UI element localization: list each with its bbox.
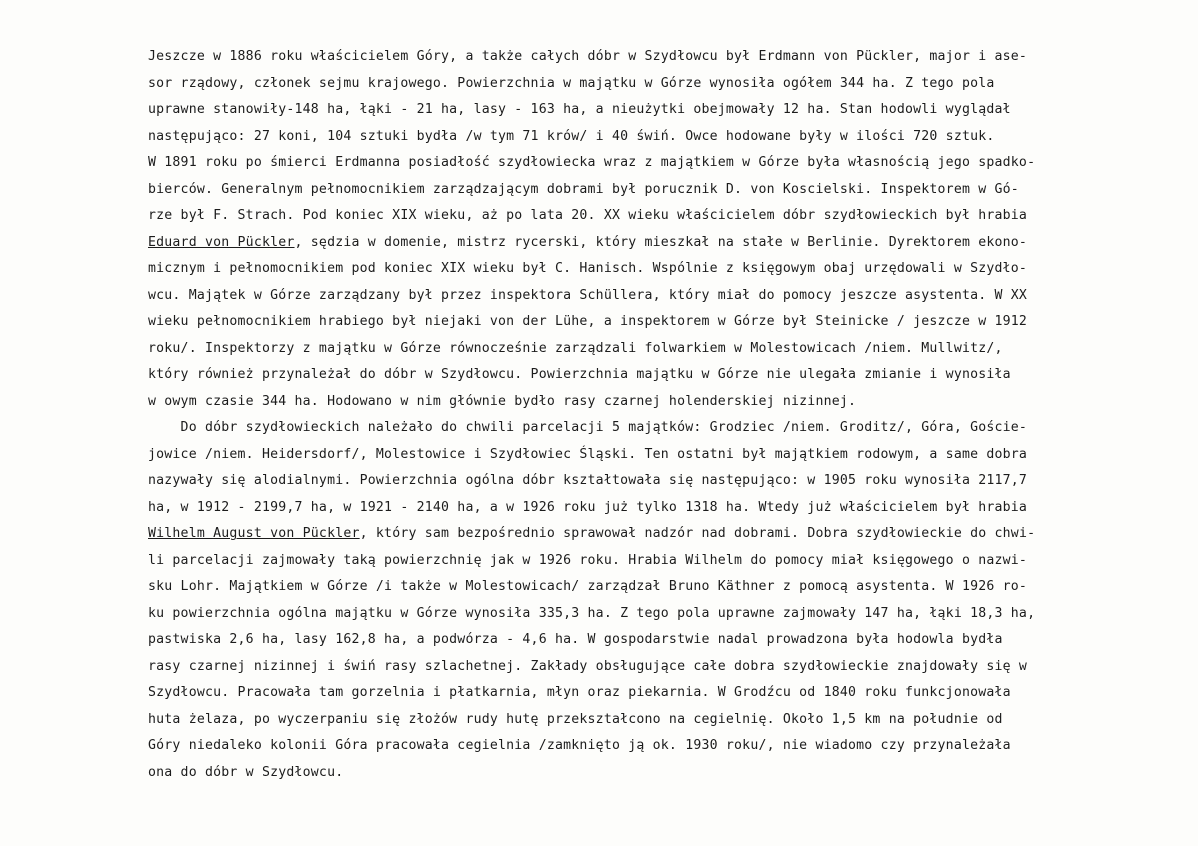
text-line: pastwiska 2,6 ha, lasy 162,8 ha, a podwórza - 4,6 ha. W gospodarstwie nadal prowadzona była hodowla bydła xyxy=(148,632,1003,647)
text-line: micznym i pełnomocnikiem pod koniec XIX wieku był C. Hanisch. Wspólnie z księgowym obaj urzędowali w Szydło- xyxy=(148,261,1028,276)
text-line: li parcelacji zajmowały taką powierzchnię jak w 1926 roku. Hrabia Wilhelm do pomocy miał księgowego o nazwi- xyxy=(148,552,1028,568)
text-line: uprawne stanowiły-148 ha, łąki - 21 ha, lasy - 163 ha, a nieużytki obejmowały 12 ha. Stan hodowli wyglądał xyxy=(148,102,1011,117)
text-line: ku powierzchnia ogólna majątku w Górze wynosiła 335,3 ha. Z tego pola uprawne zajmowały 147 ha, łąki 18,3 ha, xyxy=(148,605,1036,621)
text-line: ha, w 1912 - 2199,7 ha, w 1921 - 2140 ha, a w 1926 roku już tylko 1318 ha. Wtedy już właścicielem był hrabia xyxy=(148,499,1028,515)
text-line-underlined-name xyxy=(148,521,1058,548)
text-line: wcu. Majątek w Górze zarządzany był przez inspektora Schüllera, który miał do pomocy jeszcze asystenta. W XX xyxy=(148,287,1028,303)
underlined-name: Eduard von Pückler xyxy=(148,234,295,250)
text-line: bierców. Generalnym pełnomocnikiem zarządzającym dobrami był porucznik D. von Koscielski. Inspektorem w Gó- xyxy=(148,181,1019,197)
text-line: Góry niedaleko kolonii Góra pracowała cegielnia /zamknięto ją ok. 1930 roku/, nie wiadomo czy przynależała xyxy=(148,738,1011,753)
text-line: w owym czasie 344 ha. Hodowano w nim głównie bydło rasy czarnej holenderskiej nizinnej. xyxy=(148,393,857,409)
text-line: sor rządowy, członek sejmu krajowego. Powierzchnia w majątku w Górze wynosiła ogółem 344 ha. Z tego pola xyxy=(148,75,995,91)
text-line: rasy czarnej nizinnej i świń rasy szlachetnej. Zakłady obsługujące całe dobra szydłowieckie znajdowały się w xyxy=(148,658,1028,674)
text-line: Jeszcze w 1886 roku właścicielem Góry, a także całych dóbr w Szydłowcu był Erdmann von Pückler, major i ase- xyxy=(148,49,1028,64)
body-text xyxy=(148,44,1058,786)
text-line: Szydłowcu. Pracowała tam gorzelnia i płatkarnia, młyn oraz piekarnia. W Grodźcu od 1840 roku funkcjonowała xyxy=(148,685,1011,700)
text-line: jowice /niem. Heidersdorf/, Molestowice i Szydłowiec Śląski. Ten ostatni był majątkiem rodowym, a same dobra xyxy=(148,446,1028,462)
text-line-rest: , sędzia w domenie, mistrz rycerski, który mieszkał na stałe w Berlinie. Dyrektorem ekono- xyxy=(294,234,1028,250)
underlined-name: Wilhelm August von Pückler xyxy=(148,526,360,541)
text-line: który również przynależał do dóbr w Szydłowcu. Powierzchnia majątku w Górze nie ulegała zmianie i wynosiła xyxy=(148,367,1011,382)
text-line-underlined-name xyxy=(148,230,1058,257)
text-line: roku/. Inspektorzy z majątku w Górze równocześnie zarządzali folwarkiem w Molestowicach /niem. Mullwitz/, xyxy=(148,340,1003,356)
text-line: huta żelaza, po wyczerpaniu się złożów rudy hutę przekształcono na cegielnię. Około 1,5 km na południe od xyxy=(148,711,1003,727)
text-line: rze był F. Strach. Pod koniec XIX wieku, aż po lata 20. XX wieku właścicielem dóbr szydłowieckich był hrabia xyxy=(148,208,1028,223)
text-line: W 1891 roku po śmierci Erdmanna posiadłość szydłowiecka wraz z majątkiem w Górze była własnością jego spadko- xyxy=(148,155,1036,170)
text-line: następująco: 27 koni, 104 sztuki bydła /w tym 71 krów/ i 40 świń. Owce hodowane były w ilości 720 sztuk. xyxy=(148,128,995,144)
text-line: ona do dóbr w Szydłowcu. xyxy=(148,764,344,780)
text-line: nazywały się alodialnymi. Powierzchnia ogólna dóbr kształtowała się następująco: w 1905 roku wynosiła 2117,7 xyxy=(148,473,1028,488)
text-line: sku Lohr. Majątkiem w Górze /i także w Molestowicach/ zarządzał Bruno Käthner z pomocą asystenta. W 1926 ro- xyxy=(148,579,1028,594)
text-line: Do dóbr szydłowieckich należało do chwili parcelacji 5 majątków: Grodziec /niem. Groditz/, Góra, Goście- xyxy=(148,420,1028,435)
text-line-rest: , który sam bezpośrednio sprawował nadzór nad dobrami. Dobra szydłowieckie do chwi- xyxy=(359,526,1036,541)
text-line: wieku pełnomocnikiem hrabiego był niejaki von der Lühe, a inspektorem w Górze był Steinicke / jeszcze w 1912 xyxy=(148,314,1028,329)
